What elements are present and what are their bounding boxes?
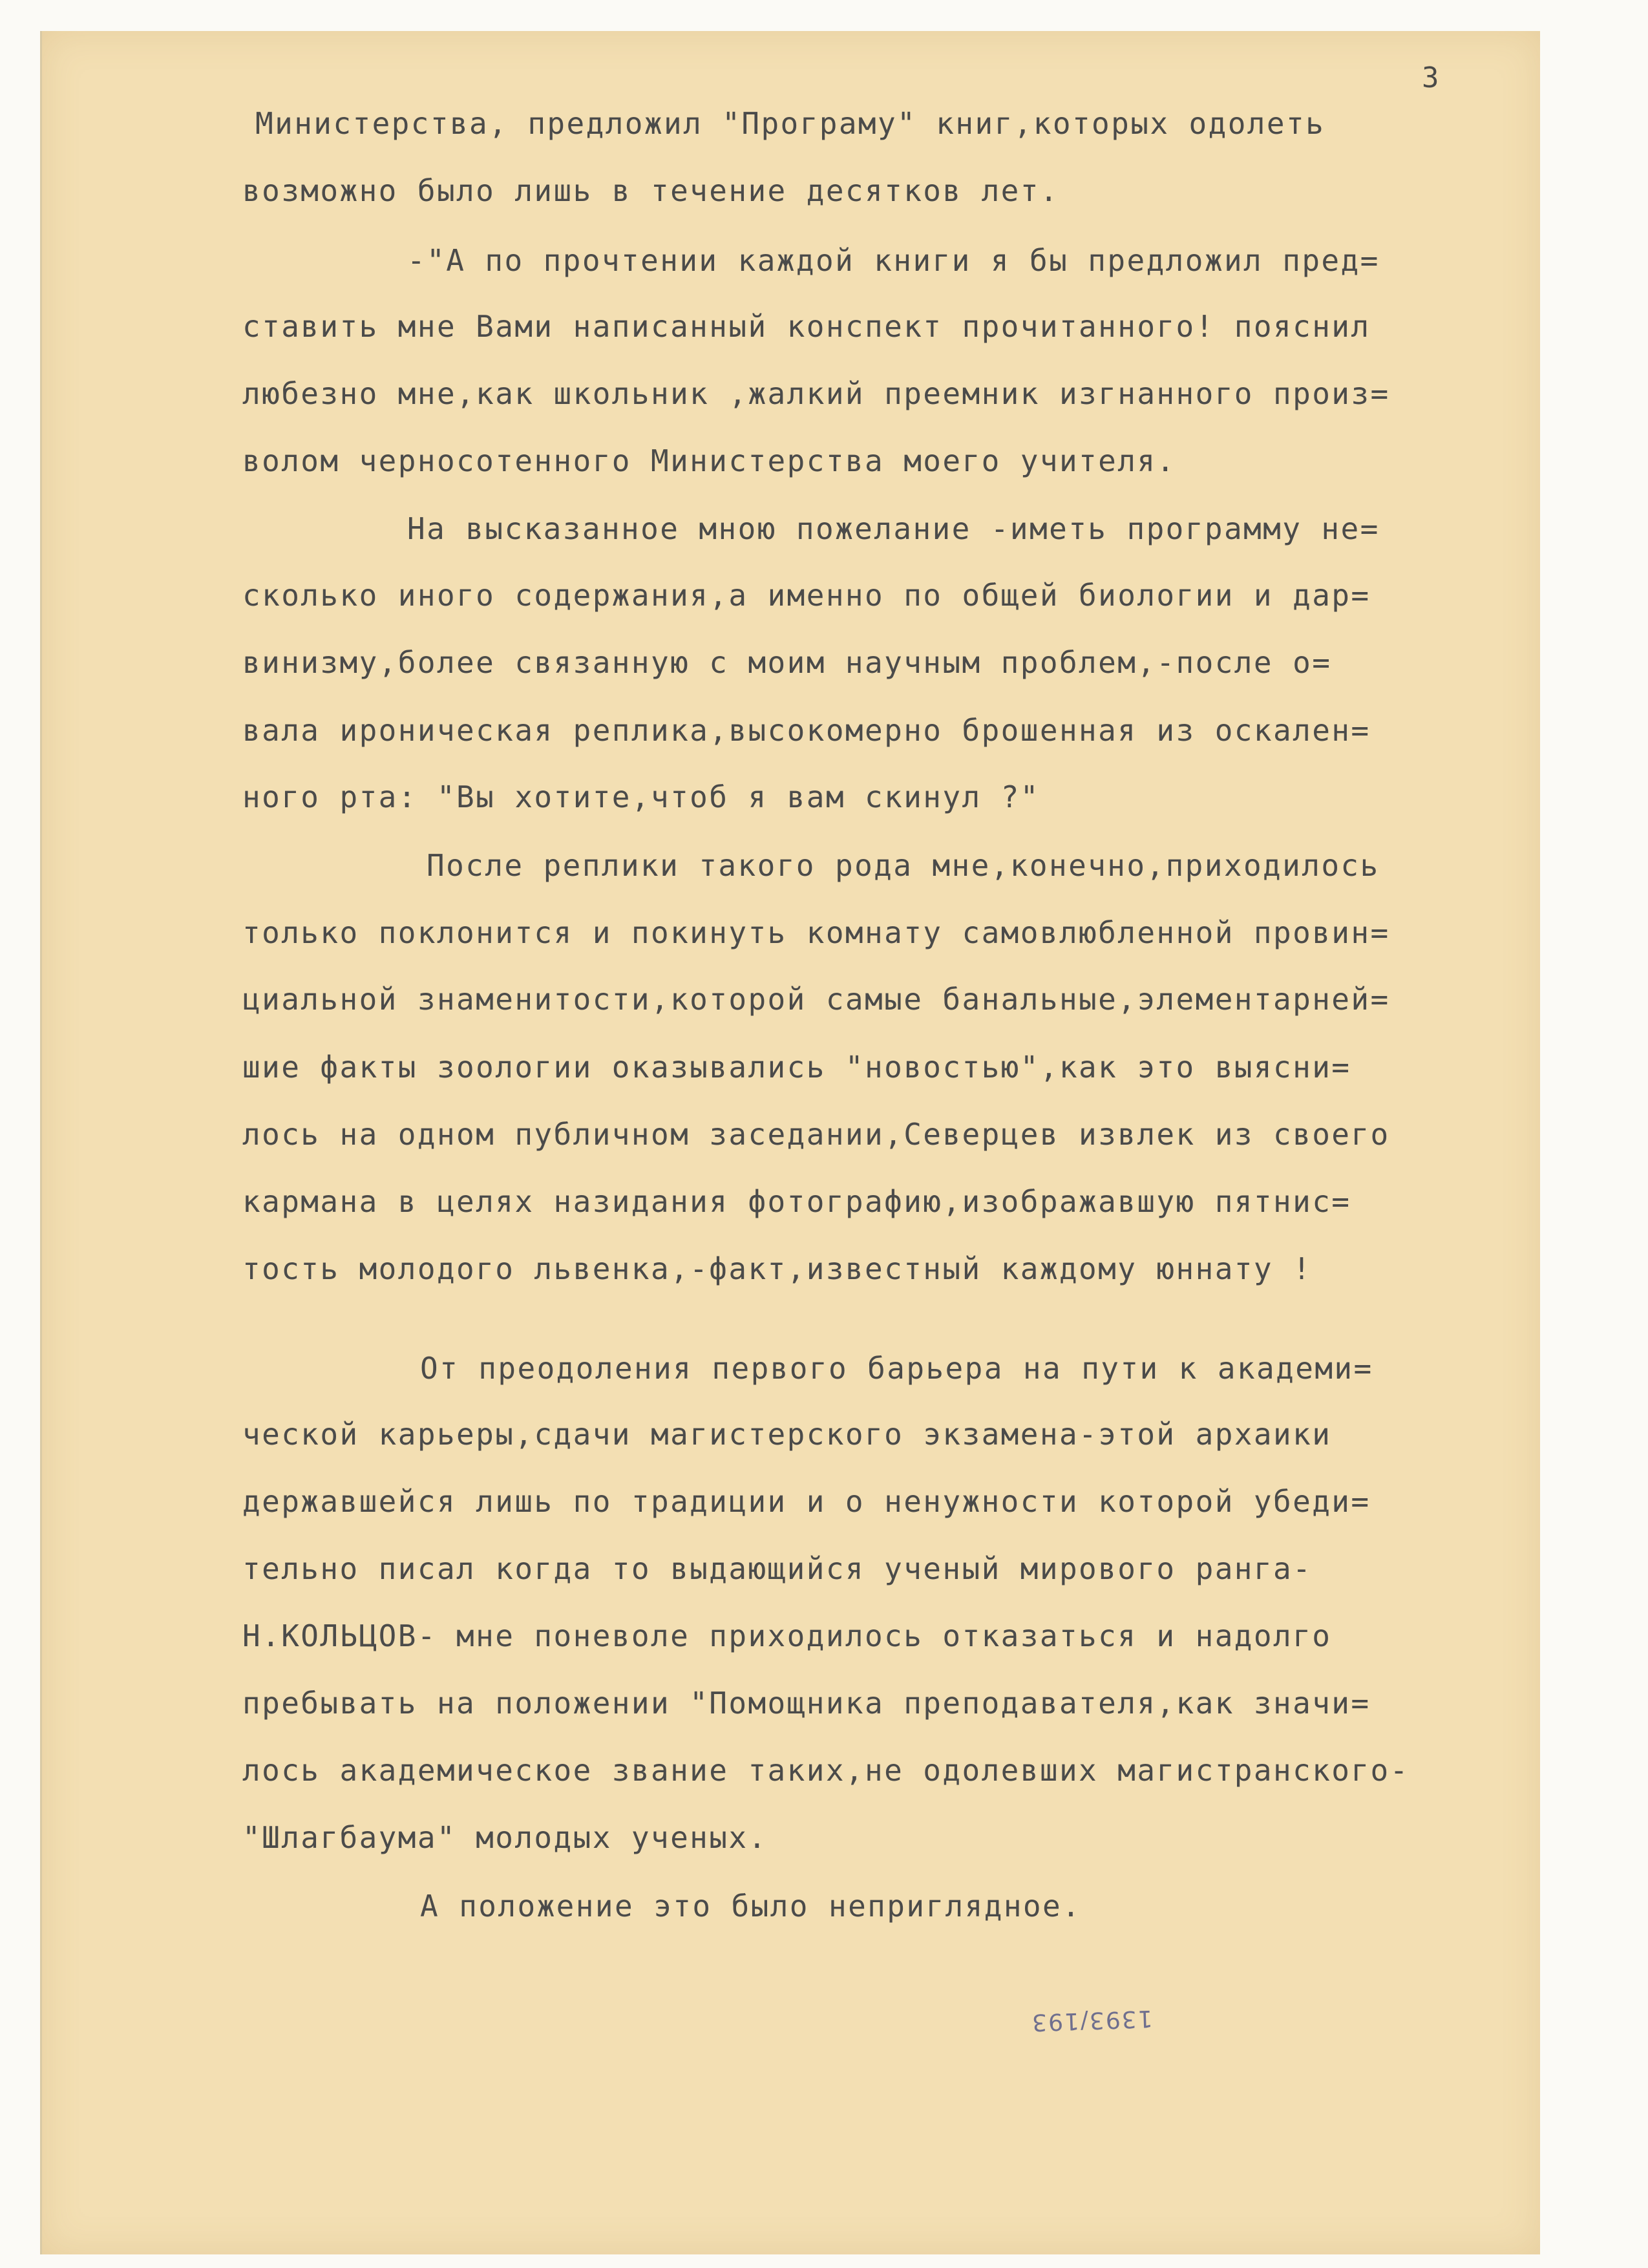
text-line: ставить мне Вами написанный конспект прочитанного! пояснил <box>242 309 1371 344</box>
text-line: возможно было лишь в течение десятков лет. <box>242 173 1059 208</box>
page-number: 3 <box>1422 61 1439 94</box>
text-line: лось академическое звание таких,не одолевших магистранского- <box>242 1753 1410 1788</box>
text-line: ческой карьеры,сдачи магистерского экзамена-этой архаики <box>242 1417 1332 1452</box>
text-line: тельно писал когда то выдающийся ученый мирового ранга- <box>242 1551 1313 1586</box>
text-line: только поклонится и покинуть комнату самовлюбленной провин= <box>242 915 1390 950</box>
text-line: кармана в целях назидания фотографию,изображавшую пятнис= <box>242 1184 1351 1219</box>
text-line: Н.КОЛЬЦОВ- мне поневоле приходилось отказаться и надолго <box>242 1618 1332 1653</box>
text-line: Министерства, предложил "Програму" книг,которых одолеть <box>255 106 1326 141</box>
text-line: любезно мне,как школьник ,жалкий преемник изгнанного произ= <box>242 376 1390 411</box>
text-line: А положение это было неприглядное. <box>420 1889 1082 1924</box>
text-line: пребывать на положении "Помощника преподавателя,как значи= <box>242 1686 1371 1721</box>
text-line: После реплики такого рода мне,конечно,приходилось <box>427 848 1380 883</box>
text-line: винизму,более связанную с моим научным проблем,-после о= <box>242 645 1332 680</box>
text-line: ного рта: "Вы хотите,чтоб я вам скинул ?" <box>242 779 1040 814</box>
text-line: От преодоления первого барьера на пути к академи= <box>420 1351 1373 1386</box>
text-line: шие факты зоологии оказывались "новостью",как это выясни= <box>242 1050 1351 1085</box>
archive-stamp-number: 1393/193 <box>1030 2004 1154 2036</box>
text-line: "Шлагбаума" молодых ученых. <box>242 1820 768 1855</box>
text-line: циальной знаменитости,которой самые банальные,элементарней= <box>242 982 1390 1017</box>
text-line: -"А по прочтении каждой книги я бы предложил пред= <box>407 243 1380 278</box>
text-line: сколько иного содержания,а именно по общей биологии и дар= <box>242 578 1371 613</box>
text-line: волом черносотенного Министерства моего учителя. <box>242 443 1176 478</box>
text-line: На высказанное мною пожелание -иметь программу не= <box>407 511 1380 546</box>
text-line: лось на одном публичном заседании,Северцев извлек из своего <box>242 1117 1390 1152</box>
text-line: вала ироническая реплика,высокомерно брошенная из оскален= <box>242 713 1371 748</box>
text-line: державшейся лишь по традиции и о ненужности которой убеди= <box>242 1484 1371 1519</box>
text-line: тость молодого львенка,-факт,известный каждому юннату ! <box>242 1251 1313 1286</box>
